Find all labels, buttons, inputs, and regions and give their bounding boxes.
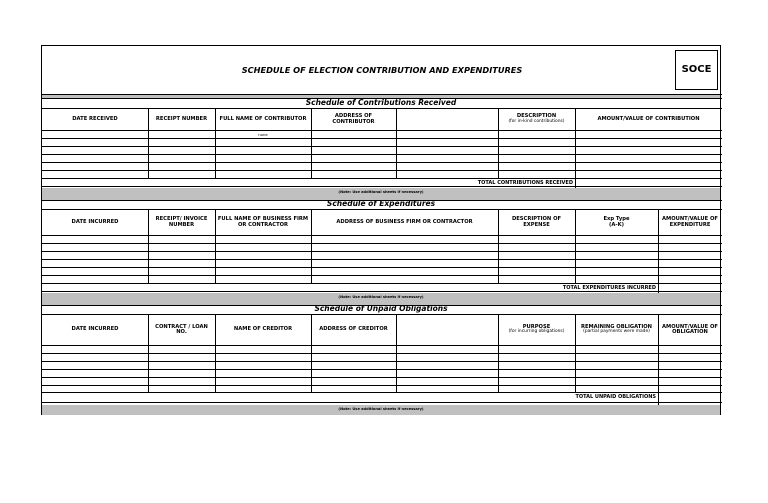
grid-line	[148, 209, 149, 283]
grid-line	[42, 361, 722, 362]
col-business-address: ADDRESS OF BUSINESS FIRM OR CONTRACTOR	[336, 218, 473, 225]
remaining-sub: (partial payments were made)	[583, 329, 650, 335]
grid-line	[658, 209, 659, 283]
col-creditor-name: NAME OF CREDITOR	[233, 326, 293, 333]
col-invoice-number: RECEIPT/ INVOICE NUMBER	[155, 216, 208, 228]
purpose-label: PURPOSE	[522, 323, 551, 330]
col-purpose	[498, 315, 575, 345]
col-expense-description: DESCRIPTION OF EXPENSE	[511, 216, 562, 228]
col-obligation-date: DATE INCURRED	[71, 326, 119, 333]
grid-line	[42, 267, 722, 268]
grid-line	[42, 345, 722, 346]
expenditures-title: Schedule of Expenditures	[326, 199, 436, 208]
grid-line	[42, 283, 722, 284]
grid-line	[42, 392, 722, 393]
form-title: SCHEDULE OF ELECTION CONTRIBUTION AND EXPENDITURES	[241, 64, 523, 75]
form-code-box: SOCE	[675, 50, 718, 90]
col-contributor-address: ADDRESS OF CONTRIBUTOR	[332, 113, 375, 125]
grid-line	[575, 108, 576, 178]
contributions-title: Schedule of Contributions Received	[305, 98, 457, 107]
grid-line	[658, 314, 659, 392]
obligations-note: (Note: Use additional sheets if necessary)	[338, 407, 424, 411]
col-exp-type: Exp Type (A-K)	[603, 216, 630, 228]
total-expenditures-label: TOTAL EXPENDITURES INCURRED	[562, 285, 656, 291]
grid-line	[42, 130, 722, 131]
grid-line	[148, 108, 149, 178]
grid-line	[42, 170, 722, 171]
col-contract-loan: CONTRACT / LOAN NO.	[155, 323, 208, 335]
col-contributor-name: FULL NAME OF CONTRIBUTOR	[219, 115, 307, 122]
col-receipt-number: RECEIPT NUMBER	[155, 115, 208, 122]
grid-line	[498, 314, 499, 392]
description-sub: (for in-kind contributions)	[508, 118, 565, 124]
soce-form	[41, 45, 721, 415]
grid-line	[498, 108, 499, 178]
grid-line	[42, 154, 722, 155]
grid-line	[215, 108, 216, 178]
col-amount-expenditure: AMOUNT/VALUE OF EXPENDITURE	[662, 216, 718, 228]
grid-line	[42, 243, 722, 244]
grid-line	[575, 178, 576, 188]
col-amount-contribution: AMOUNT/VALUE OF CONTRIBUTION	[597, 115, 700, 122]
grid-line	[215, 314, 216, 392]
grid-line	[396, 314, 397, 392]
grid-line	[575, 209, 576, 283]
grid-line	[42, 385, 722, 386]
obligations-title: Schedule of Unpaid Obligations	[314, 304, 448, 313]
grid-line	[42, 369, 722, 370]
col-business-name: FULL NAME OF BUSINESS FIRM OR CONTRACTOR	[217, 216, 309, 228]
grid-line	[42, 251, 722, 252]
grid-line	[42, 186, 722, 187]
contributions-note: (Note: Use additional sheets if necessary)	[338, 190, 424, 194]
grid-line	[42, 291, 722, 292]
grid-line	[42, 402, 722, 403]
col-remaining-obligation	[575, 315, 658, 345]
grid-line	[42, 235, 722, 236]
col-obligation-blank	[396, 315, 498, 345]
sample-cell-text: none	[258, 132, 268, 137]
total-contributions-label: TOTAL CONTRIBUTIONS RECEIVED	[477, 180, 573, 186]
grid-line	[42, 178, 722, 179]
grid-line	[148, 314, 149, 392]
col-blank	[396, 109, 498, 130]
grid-line	[42, 146, 722, 147]
grid-line	[311, 108, 312, 178]
col-date-received: DATE RECEIVED	[72, 115, 118, 122]
grid-line	[42, 353, 722, 354]
grid-line	[658, 283, 659, 293]
grid-line	[215, 209, 216, 283]
grid-line	[42, 275, 722, 276]
remaining-label: REMAINING OBLIGATION	[580, 323, 652, 330]
grid-line	[42, 138, 722, 139]
grid-line	[498, 209, 499, 283]
grid-line	[42, 377, 722, 378]
grid-line	[311, 314, 312, 392]
col-description	[498, 109, 575, 130]
grid-line	[311, 209, 312, 283]
expenditures-note: (Note: Use additional sheets if necessary)	[338, 295, 424, 299]
col-creditor-address: ADDRESS OF CREDITOR	[319, 326, 388, 333]
col-amount-obligation: AMOUNT/VALUE OF OBLIGATION	[662, 323, 718, 335]
grid-line	[42, 162, 722, 163]
purpose-sub: (for incurring obligations)	[508, 329, 565, 335]
col-date-incurred: DATE INCURRED	[71, 218, 119, 225]
total-obligations-label: TOTAL UNPAID OBLIGATIONS	[575, 394, 656, 400]
grid-line	[42, 259, 722, 260]
grid-line	[575, 314, 576, 392]
grid-line	[396, 108, 397, 178]
grid-line	[658, 392, 659, 405]
description-label: DESCRIPTION	[516, 113, 557, 120]
